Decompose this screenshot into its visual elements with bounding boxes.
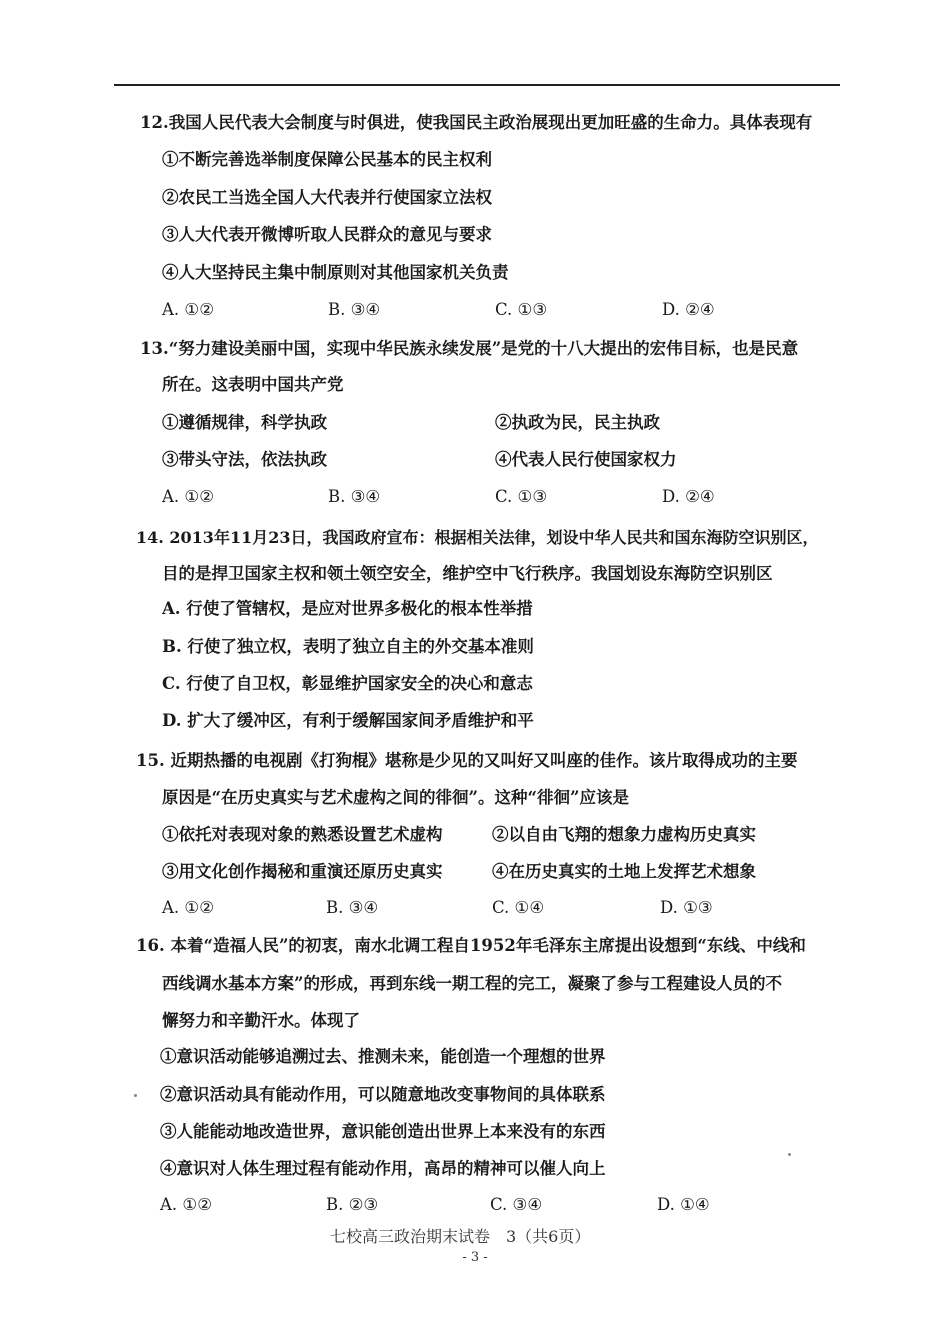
answer-c: C. ①③ — [495, 300, 548, 319]
statement-1: ①意识活动能够追溯过去、推测未来，能创造一个理想的世界 — [160, 1047, 606, 1066]
question-stem: 14. 2013年11月23日，我国政府宣布：根据相关法律，划设中华人民共和国东海防空识别区， — [136, 528, 819, 547]
question-stem: 15. 近期热播的电视剧《打狗棍》堪称是少见的又叫好又叫座的佳作。该片取得成功的主要 — [136, 751, 798, 770]
question-stem: 16. 本着“造福人民”的初衷，南水北调工程自1952年毛泽东主席提出设想到“东线、中线和 — [136, 936, 806, 955]
choice-a: A. 行使了管辖权，是应对世界多极化的根本性举措 — [162, 599, 533, 618]
answer-a: A. ①② — [160, 1195, 212, 1214]
answer-c: C. ①③ — [495, 487, 548, 506]
scan-speck — [134, 1094, 137, 1097]
answer-b: B. ③④ — [328, 300, 381, 319]
statement-4: ④人大坚持民主集中制原则对其他国家机关负责 — [162, 263, 509, 282]
answer-d: D. ②④ — [662, 487, 715, 506]
choice-b: B. 行使了独立权，表明了独立自主的外交基本准则 — [162, 637, 534, 656]
question-stem: 目的是捍卫国家主权和领土领空安全，维护空中飞行秩序。我国划设东海防空识别区 — [162, 564, 773, 583]
statement-2: ②以自由飞翔的想象力虚构历史真实 — [492, 825, 756, 844]
statement-1: ①遵循规律，科学执政 — [162, 413, 327, 432]
answer-b: B. ③④ — [326, 898, 379, 917]
statement-2: ②执政为民，民主执政 — [495, 413, 660, 432]
exam-footer: 七校高三政治期末试卷 3（共6页） — [330, 1227, 591, 1246]
choice-c: C. 行使了自卫权，彰显维护国家安全的决心和意志 — [162, 674, 533, 693]
answer-b: B. ③④ — [328, 487, 381, 506]
question-stem: 懈努力和辛勤汗水。体现了 — [162, 1011, 360, 1030]
answer-a: A. ①② — [162, 487, 214, 506]
answer-a: A. ①② — [162, 898, 214, 917]
answer-a: A. ①② — [162, 300, 214, 319]
answer-d: D. ①③ — [660, 898, 713, 917]
statement-2: ②意识活动具有能动作用，可以随意地改变事物间的具体联系 — [160, 1085, 606, 1104]
statement-3: ③人能能动地改造世界，意识能创造出世界上本来没有的东西 — [160, 1122, 606, 1141]
choice-d: D. 扩大了缓冲区，有利于缓解国家间矛盾维护和平 — [162, 711, 534, 730]
statement-4: ④在历史真实的土地上发挥艺术想象 — [492, 862, 756, 881]
scan-speck — [788, 1153, 791, 1156]
question-stem: 13.“努力建设美丽中国，实现中华民族永续发展”是党的十八大提出的宏伟目标，也是民意 — [140, 339, 799, 358]
question-stem: 西线调水基本方案”的形成，再到东线一期工程的完工，凝聚了参与工程建设人员的不 — [162, 974, 782, 993]
statement-3: ③人大代表开微博听取人民群众的意见与要求 — [162, 225, 492, 244]
page-number: - 3 - — [462, 1250, 488, 1265]
question-stem: 所在。这表明中国共产党 — [162, 375, 344, 394]
statement-3: ③带头守法，依法执政 — [162, 450, 327, 469]
question-stem: 12.我国人民代表大会制度与时俱进，使我国民主政治展现出更加旺盛的生命力。具体表现有 — [140, 113, 813, 132]
statement-4: ④代表人民行使国家权力 — [495, 450, 677, 469]
answer-d: D. ①④ — [657, 1195, 710, 1214]
answer-c: C. ①④ — [492, 898, 545, 917]
answer-d: D. ②④ — [662, 300, 715, 319]
question-stem: 原因是“在历史真实与艺术虚构之间的徘徊”。这种“徘徊”应该是 — [162, 788, 629, 807]
statement-4: ④意识对人体生理过程有能动作用，高昂的精神可以催人向上 — [160, 1159, 606, 1178]
statement-3: ③用文化创作揭秘和重演还原历史真实 — [162, 862, 443, 881]
statement-2: ②农民工当选全国人大代表并行使国家立法权 — [162, 188, 492, 207]
answer-b: B. ②③ — [326, 1195, 379, 1214]
answer-c: C. ③④ — [490, 1195, 543, 1214]
header-rule — [114, 84, 840, 86]
statement-1: ①依托对表现对象的熟悉设置艺术虚构 — [162, 825, 443, 844]
statement-1: ①不断完善选举制度保障公民基本的民主权利 — [162, 150, 492, 169]
